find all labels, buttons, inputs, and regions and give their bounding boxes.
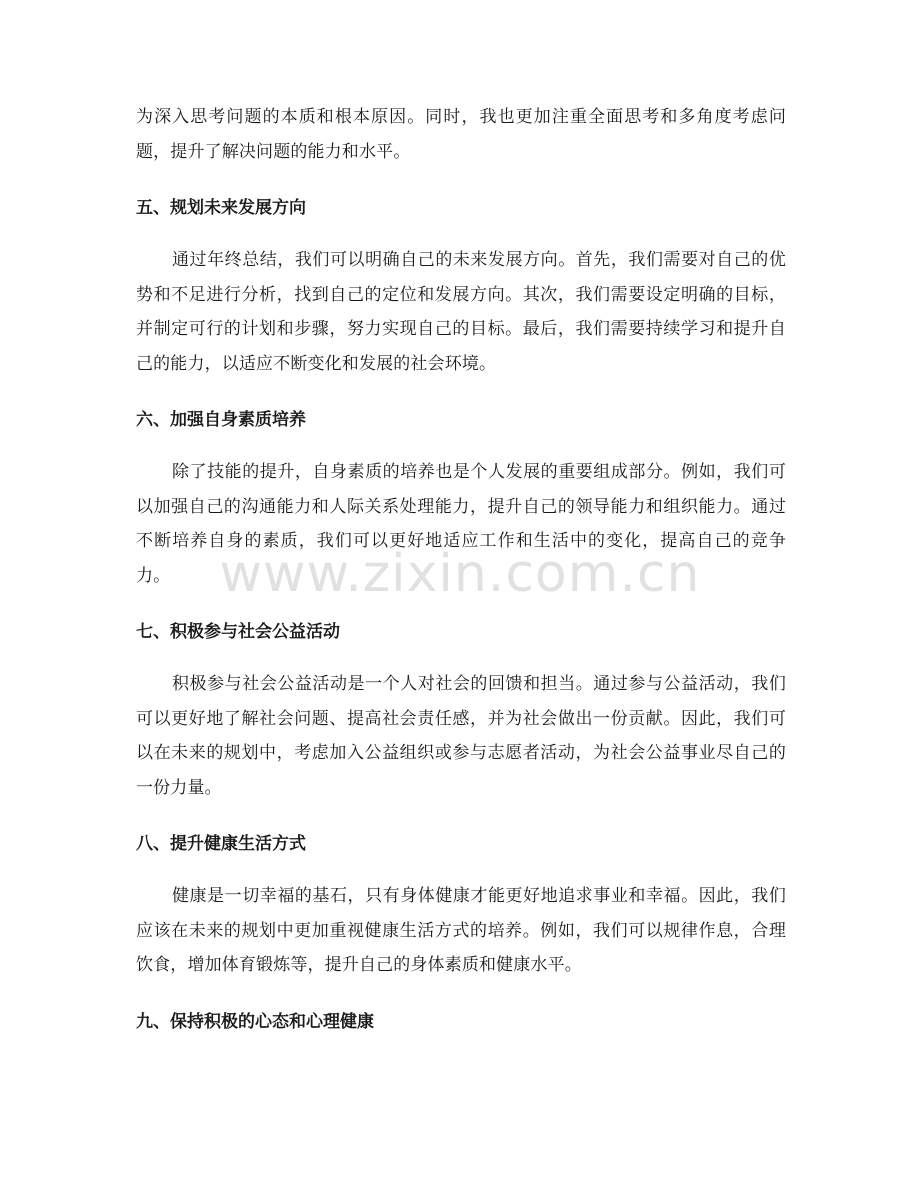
document-page [136,100,786,1039]
intro-paragraph: 为深入思考问题的本质和根本原因。同时，我也更加注重全面思考和多角度考虑问题，提升了解决问题的能力和水平。 [136,107,786,162]
section-heading-6: 六、加强自身素质培养 [136,410,306,430]
section-body-7: 积极参与社会公益活动是一个人对社会的回馈和担当。通过参与公益活动，我们可以更好地了解社会问题、提高社会责任感，并为社会做出一份贡献。因此，我们可以在未来的规划中，考虑加入公益组织或参与志愿者活动，为社会公益事业尽自己的一份力量。 [136,674,786,798]
section-heading-5: 五、规划未来发展方向 [136,198,306,218]
watermark: www.zixin.com.cn [219,544,701,604]
section-body-6: 除了技能的提升，自身素质的培养也是个人发展的重要组成部分。例如，我们可以加强自己的沟通能力和人际关系处理能力，提升自己的领导能力和组织能力。通过不断培养自身的素质，我们可以更好地适应工作和生活中的变化，提高自己的竞争力。 [136,462,786,586]
section-heading-9: 九、保持积极的心态和心理健康 [136,1011,374,1032]
section-body-5: 通过年终总结，我们可以明确自己的未来发展方向。首先，我们需要对自己的优势和不足进行分析，找到自己的定位和发展方向。其次，我们需要设定明确的目标，并制定可行的计划和步骤，努力实现自己的目标。最后，我们需要持续学习和提升自己的能力，以适应不断变化和发展的社会环境。 [136,250,786,374]
section-heading-7: 七、积极参与社会公益活动 [136,622,340,642]
section-body-8: 健康是一切幸福的基石，只有身体健康才能更好地追求事业和幸福。因此，我们应该在未来的规划中更加重视健康生活方式的培养。例如，我们可以规律作息，合理饮食，增加体育锻炼等，提升自己的身体素质和健康水平。 [136,886,786,975]
section-heading-8: 八、提升健康生活方式 [136,834,306,854]
